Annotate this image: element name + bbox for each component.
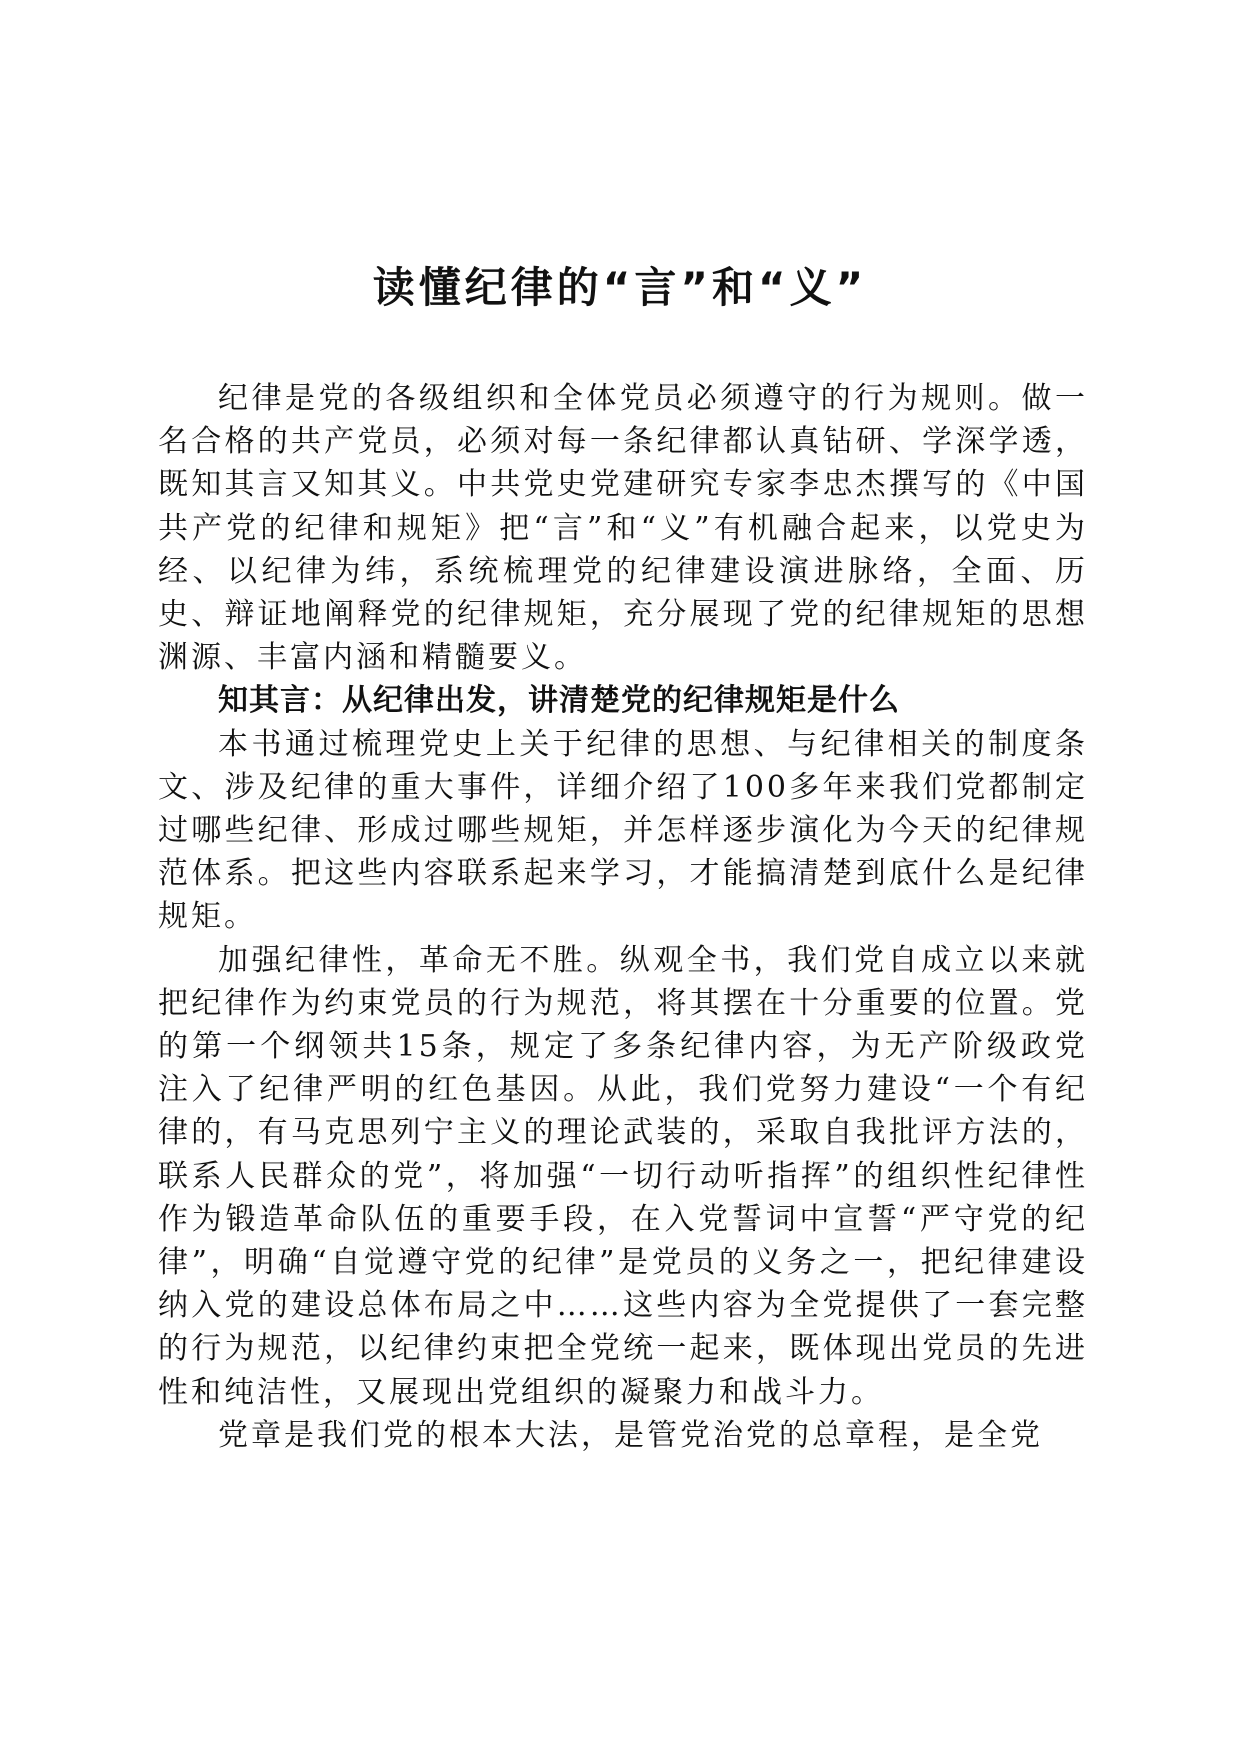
section-heading: 知其言：从纪律出发，讲清楚党的纪律规矩是什么: [218, 683, 900, 719]
paragraph-discipline-history: 加强纪律性，革命无不胜。纵观全书，我们党自成立以来就把纪律作为约束党员的行为规范，将其摆在十分重要的位置。党的第一个纲领共15条，规定了多条纪律内容，为无产阶级政党注入了纪律严明的红色基因。从此，我们党努力建设“一个有纪律的，有马克思列宁主义的理论武装的，采取自我批评方法的，联系人民群众的党”，将加强“一切行动听指挥”的组织性纪律性作为锻造革命队伍的重要手段，在入党誓词中宣誓“严守党的纪律”，明确“自觉遵守党的纪律”是党员的义务之一，把纪律建设纳入党的建设总体布局之中……这些内容为全党提供了一套完整的行为规范，以纪律约束把全党统一起来，既体现出党员的先进性和纯洁性，又展现出党组织的凝聚力和战斗力。: [158, 942, 1088, 1410]
article-body: [158, 377, 1088, 1457]
page-title: 读懂纪律的“言”和“义”: [372, 263, 868, 312]
paragraph-party-constitution: 党章是我们党的根本大法，是管党治党的总章程，是全党: [218, 1417, 1043, 1453]
paragraph-book-overview: 本书通过梳理党史上关于纪律的思想、与纪律相关的制度条文、涉及纪律的重大事件，详细介绍了100多年来我们党都制定过哪些纪律、形成过哪些规矩，并怎样逐步演化为今天的纪律规范体系。把这些内容联系起来学习，才能搞清楚到底什么是纪律规矩。: [158, 726, 1088, 935]
paragraph-intro: 纪律是党的各级组织和全体党员必须遵守的行为规则。做一名合格的共产党员，必须对每一条纪律都认真钻研、学深学透，既知其言又知其义。中共党史党建研究专家李忠杰撰写的《中国共产党的纪律和规矩》把“言”和“义”有机融合起来，以党史为经、以纪律为纬，系统梳理党的纪律建设演进脉络，全面、历史、辩证地阐释党的纪律规矩，充分展现了党的纪律规矩的思想渊源、丰富内涵和精髓要义。: [158, 381, 1088, 676]
